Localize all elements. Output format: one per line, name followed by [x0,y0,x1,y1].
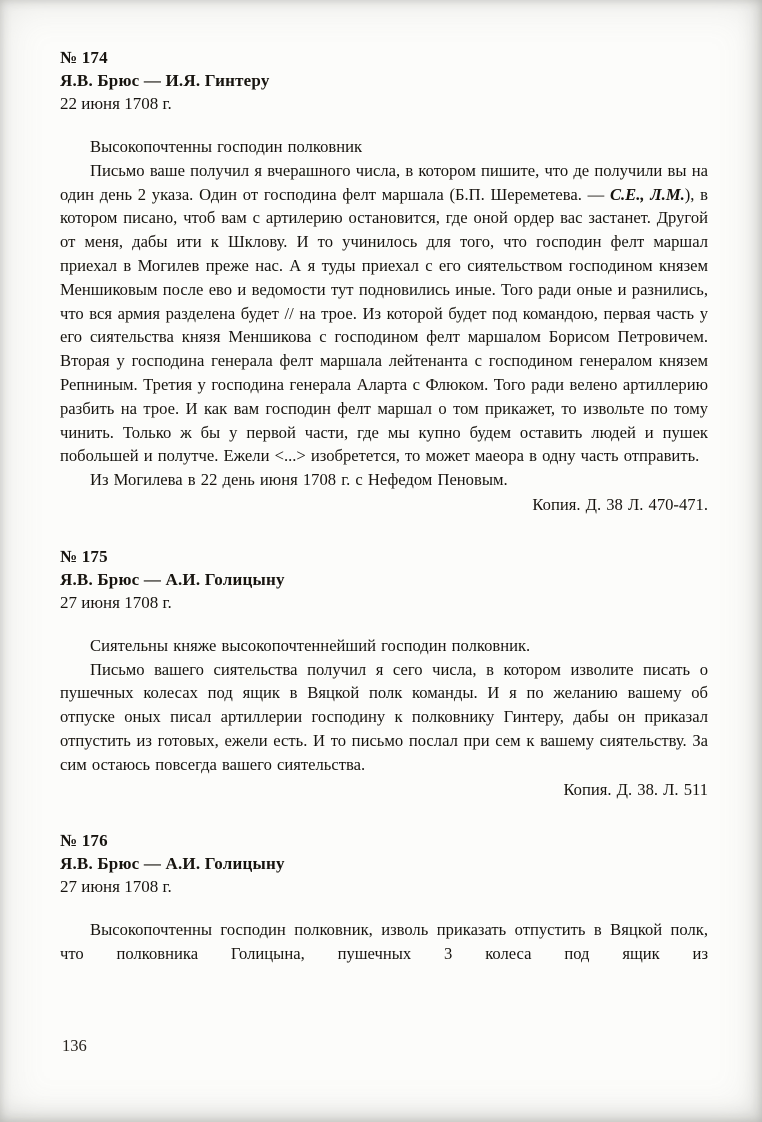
editor-initials: С.Е., Л.М. [609,184,685,204]
letter-text-after-editors: ), в котором писано, чтоб вам с артилерию остановится, где оной ордер вас застанет. Другой от меня, дабы ити к Шклову. И то учинилось для того, что господин фелт маршал приехал в Могилев преже нас. А я туды приехал с его сиятельством господином князем Меншиковым после ево и ведомости тут подновились иные. Того ради оные и разнились, что вся армия разделена будет // на трое. Из которой будет под командою, первая часть у его сиятельства князя Меншикова с господином фелт маршалом Борисом Петровичем. Вторая у господина генерала фелт маршала лейтенанта с господином генералом князем Репниным. Третия у господина генерала Аларта с Флюком. Того ради велено артиллерию разбить на трое. И как вам господин фелт маршал о том прикажет, то извольте по тому чинить. Только ж бы у первой части, где мы купно будем оставить людей и пушек побольшей и полутче. Ежели <...> изобретется, то может маеора в одну часть отправить. [60,184,708,466]
letter-salutation: Сиятельны княже высокопочтеннейший господин полковник. [90,635,531,655]
letter-paragraph: Высокопочтенны господин полковник, изволь приказать отпустить в Вяцкой полк, что полковника Голицына, пушечных 3 колеса под ящик из [60,920,708,964]
letter-addressee: Я.В. Брюс — И.Я. Гинтеру [60,71,270,90]
letter-text-before-editors: Письмо ваше получил я вчерашного числа, в котором пишите, что де получили вы на один день 2 указа. Один от господина фелт маршала (Б.П. Шереметева. — [60,160,708,204]
letter-section-176 [60,829,708,966]
letter-body [60,135,708,517]
letter-paragraph [60,159,708,468]
letter-number: № 176 [60,831,108,851]
letter-salutation: Высокопочтенны господин полковник [90,137,363,156]
letter-closing: Из Могилева в 22 день июня 1708 г. с Нефедом Пеновым. [90,470,508,490]
scanned-page [60,46,708,994]
letter-addressee: Я.В. Брюс — А.И. Голицыну [60,569,285,589]
letter-date: 27 июня 1708 г. [60,592,172,612]
letter-addressee: Я.В. Брюс — А.И. Голицыну [60,854,285,874]
letter-section-175 [60,545,708,802]
letter-section-174 [60,46,708,517]
letter-date: 27 июня 1708 г. [60,877,172,897]
letter-number: № 174 [60,48,108,67]
archive-source-reference: Копия. Д. 38. Л. 511 [563,779,708,799]
letter-number: № 175 [60,546,108,566]
letter-paragraph: Письмо вашего сиятельства получил я сего числа, в котором изволите писать о пушечных колесах под ящик в Вяцкой полк команды. И я по желанию вашему об отпуске оных писал артиллерии господину к полковнику Гинтеру, дабы он приказал отпустить из готовых, ежели есть. И то письмо послал при сем к вашему сиятельству. За сим остаюсь повсегда вашего сиятельства. [60,659,708,774]
letter-body [60,634,708,802]
letter-body [60,918,708,966]
letter-date: 22 июня 1708 г. [60,94,172,113]
page-number: 136 [62,1036,87,1055]
archive-source-reference: Копия. Д. 38 Л. 470-471. [532,494,708,514]
